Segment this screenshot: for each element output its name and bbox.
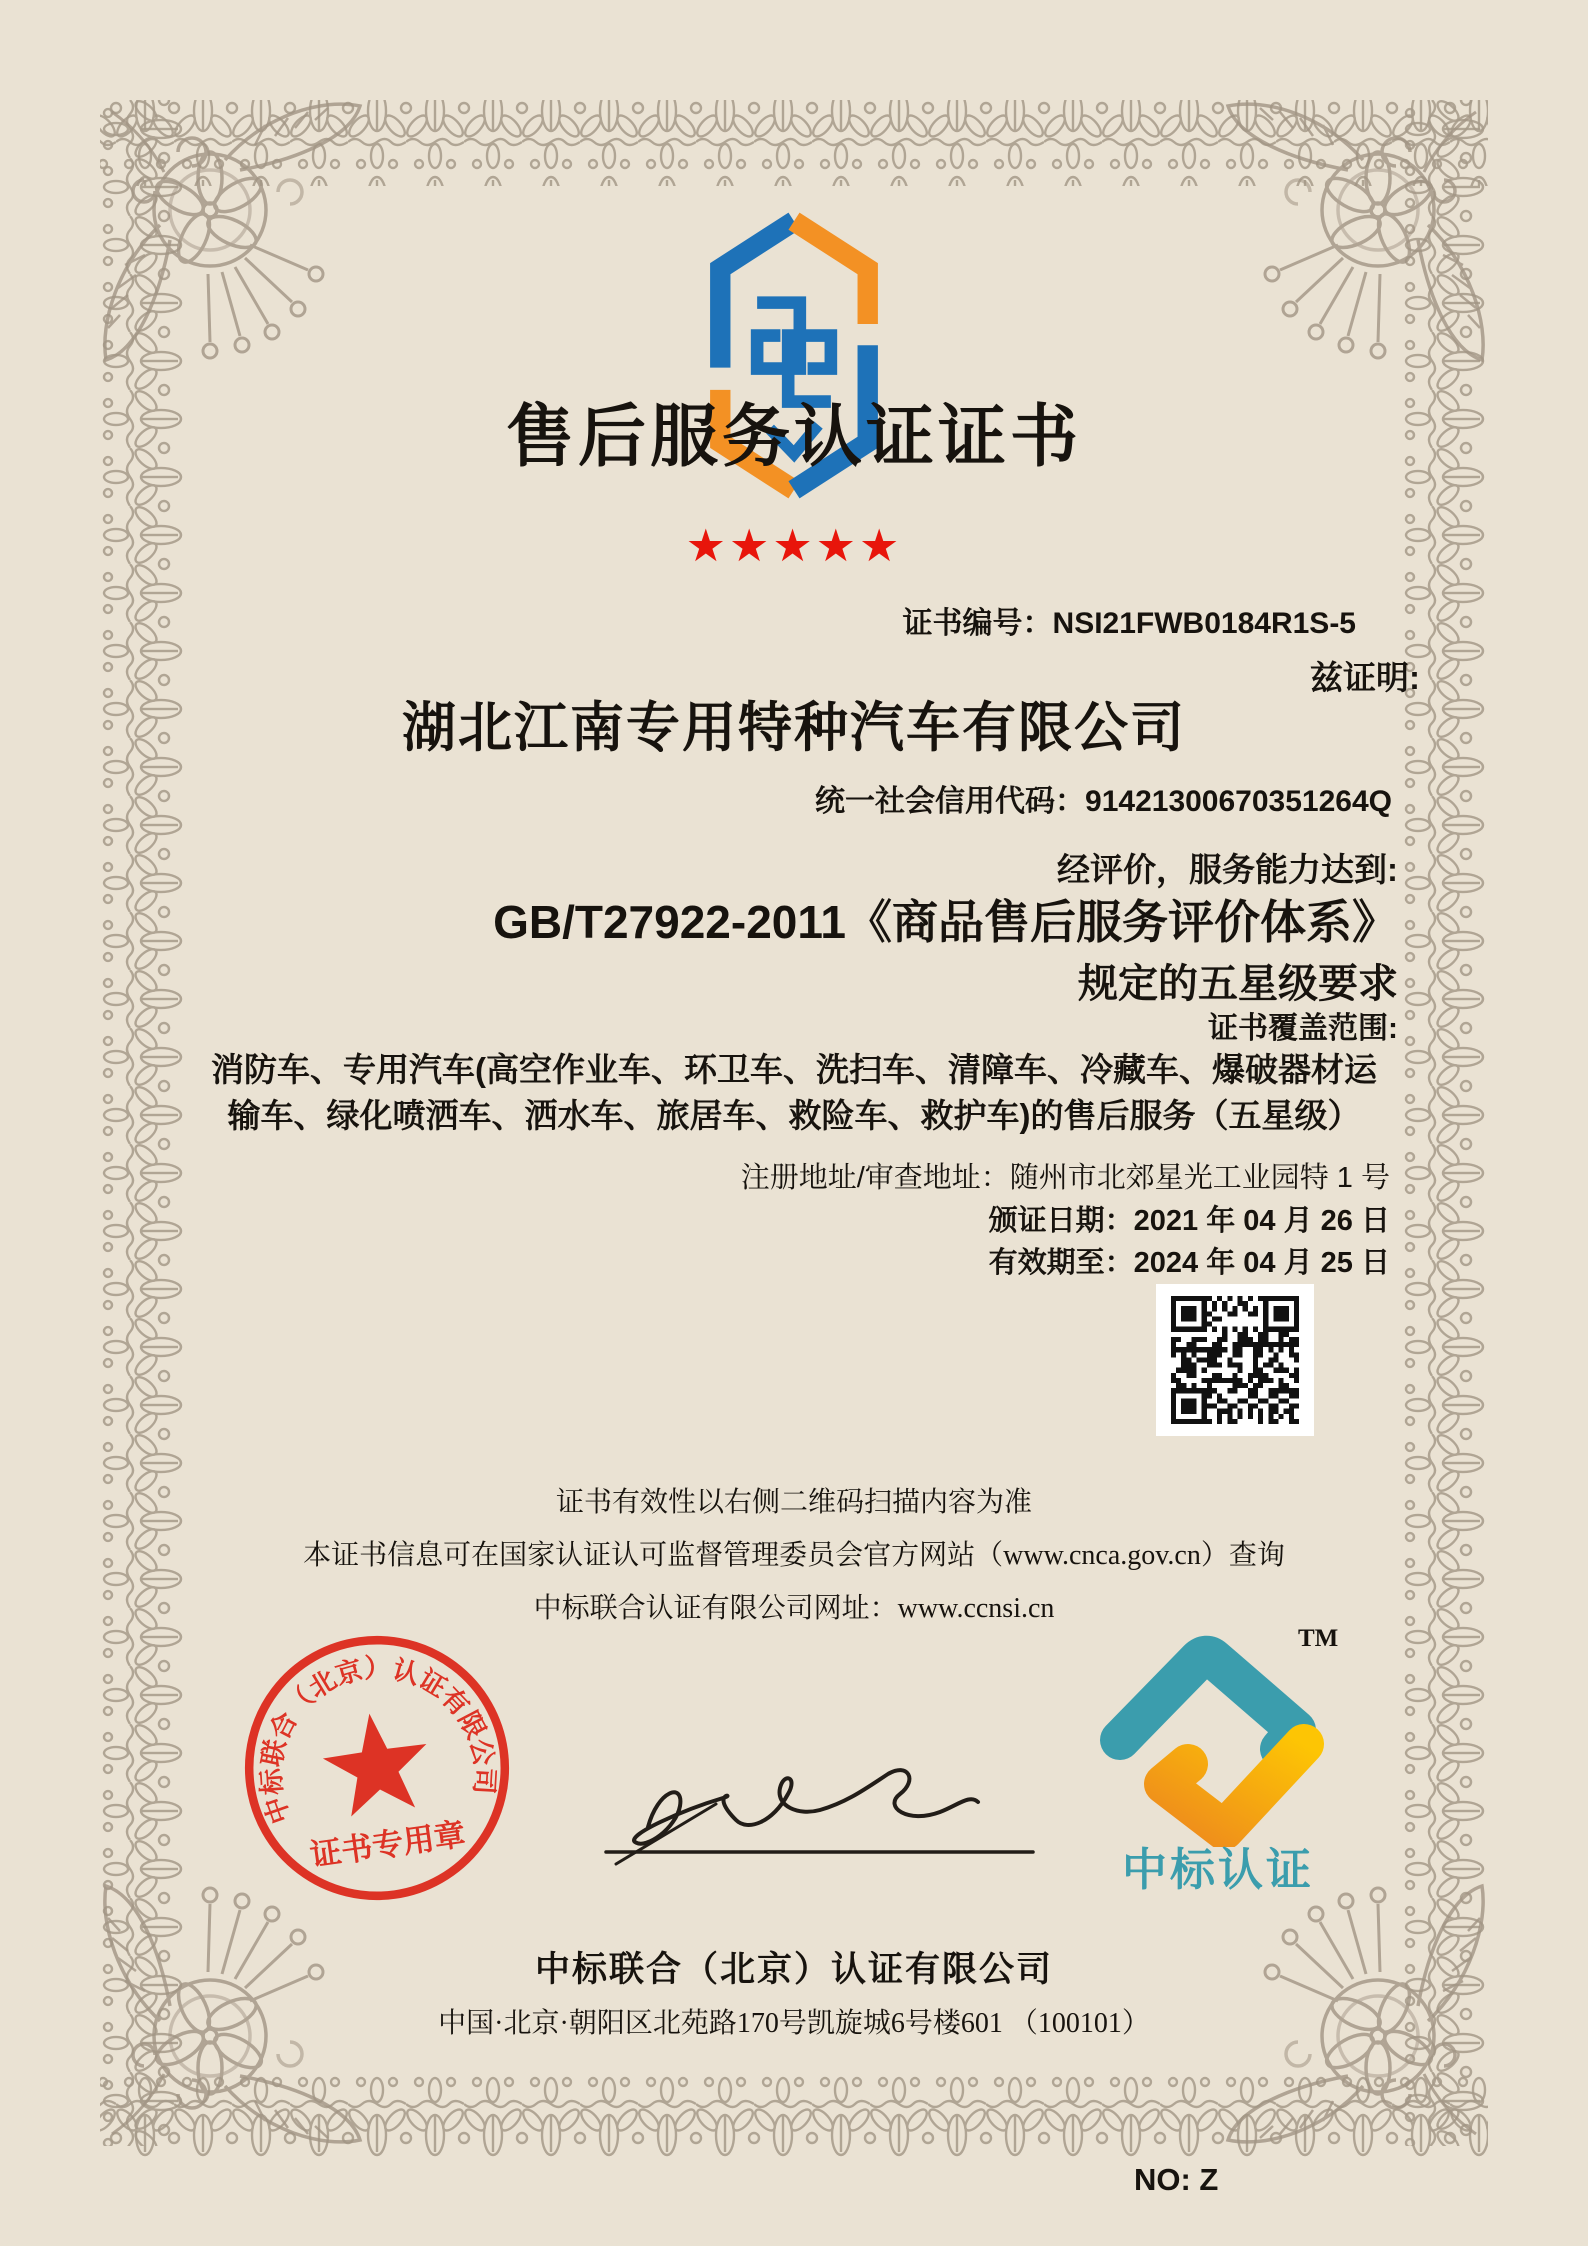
- trademark-symbol: TM: [1298, 1625, 1339, 1652]
- cnca-lookup-note: 本证书信息可在国家认证认可监督管理委员会官方网站（www.cnca.gov.cn）查询: [303, 1540, 1285, 1571]
- serial-number: NO: Z: [1134, 2162, 1219, 2197]
- issuing-body-address: 中国·北京·朝阳区北苑路170号凯旋城6号楼601 （100101）: [438, 2008, 1150, 2039]
- brand-name: 中标认证: [1121, 1844, 1314, 1895]
- signature: [588, 1732, 1058, 1882]
- red-company-seal: [235, 1626, 519, 1910]
- issuing-body: 中标联合（北京）认证有限公司: [534, 1950, 1053, 1989]
- issue-date: 颁证日期：2021 年 04 月 26 日: [988, 1205, 1390, 1237]
- star-level-requirement: 规定的五星级要求: [1078, 962, 1398, 1006]
- certificate-number: 证书编号：NSI21FWB0184R1S-5: [902, 607, 1356, 640]
- certificate-title: 售后服务认证证书: [505, 399, 1082, 475]
- zhongbiao-brand-logo-icon: [1100, 1612, 1340, 1847]
- seal-caption: 证书专用章: [308, 1816, 468, 1873]
- evaluation-statement: 经评价，服务能力达到:: [1057, 851, 1398, 888]
- scope-line-1: 消防车、专用汽车(高空作业车、环卫车、洗扫车、清障车、冷藏车、爆破器材运: [211, 1051, 1377, 1088]
- valid-until-date: 有效期至：2024 年 04 月 25 日: [988, 1247, 1390, 1279]
- scope-line-2: 输车、绿化喷洒车、洒水车、旅居车、救险车、救护车)的售后服务（五星级）: [227, 1097, 1361, 1134]
- qr-code-modules: [1171, 1296, 1299, 1424]
- qr-code: [1156, 1284, 1314, 1436]
- company-name: 湖北江南专用特种汽车有限公司: [402, 698, 1186, 758]
- registered-address: 注册地址/审查地址：随州市北郊星光工业园特 1 号: [740, 1162, 1390, 1194]
- credit-code: 统一社会信用代码：91421300670351264Q: [815, 785, 1392, 818]
- five-star-rating-icon: ★★★★★: [685, 520, 903, 571]
- standard-reference: GB/T27922-2011《商品售后服务评价体系》: [493, 896, 1398, 948]
- qr-validity-note: 证书有效性以右侧二维码扫描内容为准: [555, 1487, 1032, 1518]
- hereby-certify-label: 兹证明:: [1310, 659, 1420, 696]
- scope-label: 证书覆盖范围:: [1208, 1012, 1398, 1045]
- seal-ring-text: 中标联合（北京）认证有限公司: [255, 1653, 501, 1828]
- seal-star-icon: [318, 1706, 435, 1819]
- issuer-website-note: 中标联合认证有限公司网址：www.ccnsi.cn: [533, 1593, 1055, 1624]
